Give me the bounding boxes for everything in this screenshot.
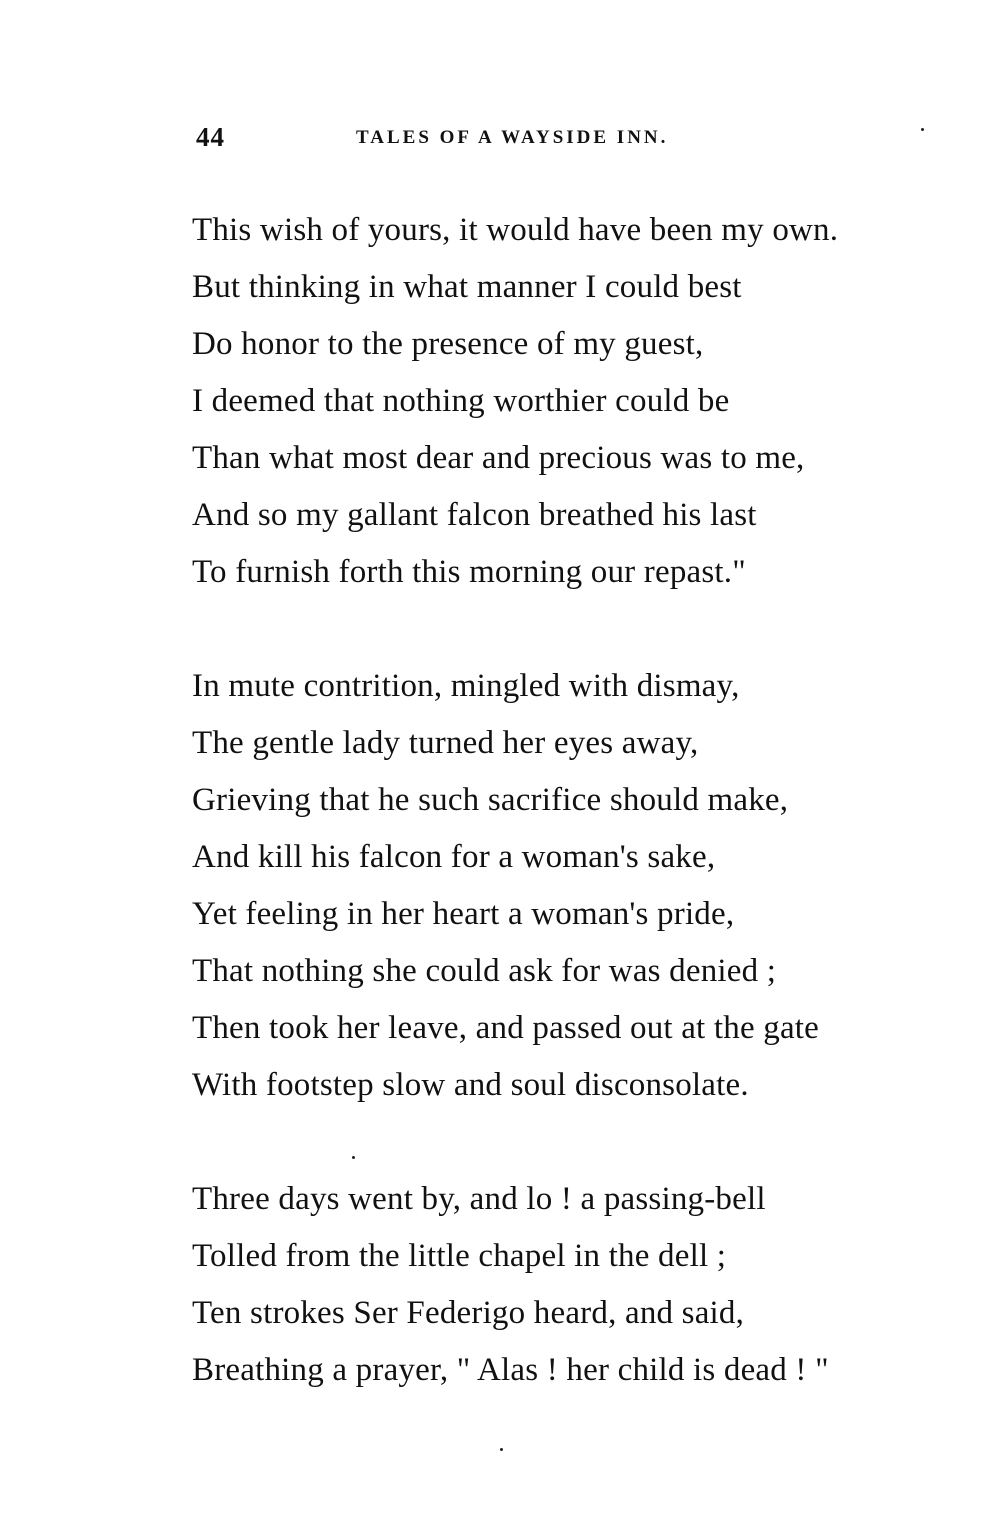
verse-line: Three days went by, and lo ! a passing-bell bbox=[192, 1181, 766, 1217]
verse-line: Grieving that he such sacrifice should make, bbox=[192, 782, 789, 818]
print-speck bbox=[352, 1156, 355, 1159]
verse-line: Then took her leave, and passed out at the gate bbox=[192, 1010, 820, 1046]
verse-line: But thinking in what manner I could best bbox=[192, 269, 742, 305]
verse-line: With footstep slow and soul disconsolate. bbox=[192, 1067, 749, 1103]
verse-line: This wish of yours, it would have been my own. bbox=[192, 212, 839, 248]
stanza-1 bbox=[192, 202, 952, 601]
verse-line: Breathing a prayer, " Alas ! her child is dead ! " bbox=[192, 1352, 829, 1388]
verse-line: Tolled from the little chapel in the dell ; bbox=[192, 1238, 727, 1274]
verse-line: The gentle lady turned her eyes away, bbox=[192, 725, 699, 761]
poem-text bbox=[192, 202, 952, 1399]
print-speck bbox=[500, 1448, 503, 1451]
verse-line: Yet feeling in her heart a woman's pride, bbox=[192, 896, 735, 932]
verse-line: Ten strokes Ser Federigo heard, and said, bbox=[192, 1295, 745, 1331]
verse-line: That nothing she could ask for was denied ; bbox=[192, 953, 777, 989]
verse-line: Do honor to the presence of my guest, bbox=[192, 326, 704, 362]
verse-line: And kill his falcon for a woman's sake, bbox=[192, 839, 716, 875]
page-number: 44 bbox=[196, 122, 225, 152]
verse-line: To furnish forth this morning our repast." bbox=[192, 554, 746, 590]
running-title: TALES OF A WAYSIDE INN. bbox=[356, 127, 669, 148]
running-head bbox=[196, 122, 756, 162]
verse-line: I deemed that nothing worthier could be bbox=[192, 383, 730, 419]
verse-line: In mute contrition, mingled with dismay, bbox=[192, 668, 740, 704]
stanza-2 bbox=[192, 658, 952, 1114]
print-speck bbox=[921, 128, 924, 131]
stanza-3 bbox=[192, 1171, 952, 1399]
verse-line: Than what most dear and precious was to me, bbox=[192, 440, 805, 476]
verse-line: And so my gallant falcon breathed his last bbox=[192, 497, 757, 533]
